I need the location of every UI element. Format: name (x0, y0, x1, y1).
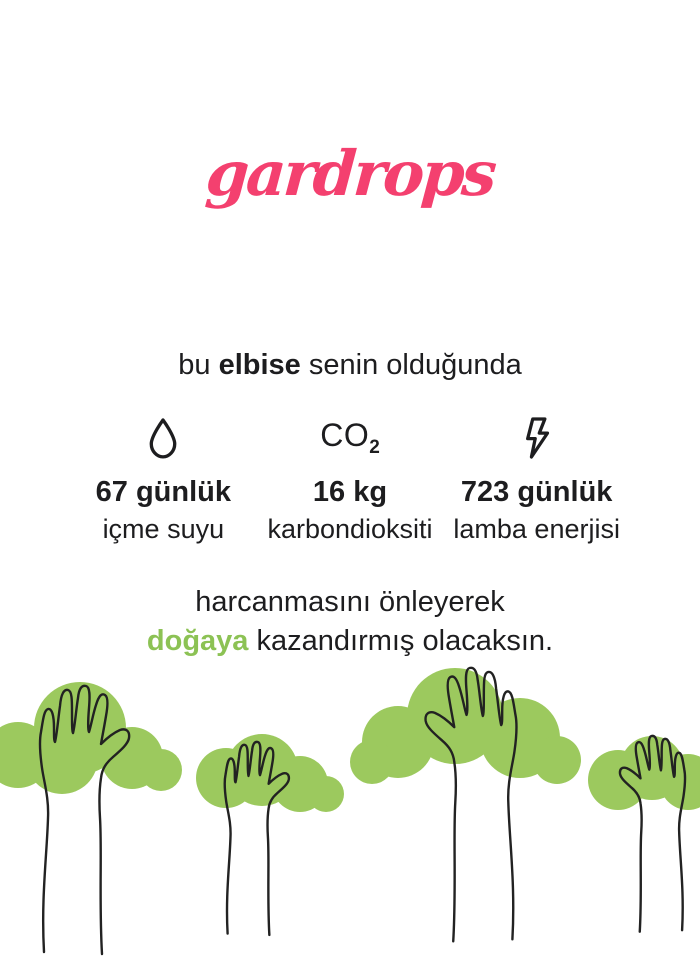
stat-co2 (257, 412, 444, 545)
co2-subscript: 2 (369, 437, 380, 458)
gardrops-logo (0, 128, 700, 218)
headline-highlight: elbise (218, 349, 301, 381)
headline-prefix: bu (178, 349, 219, 381)
hands-trees-illustration (0, 660, 700, 980)
co2-icon (320, 412, 380, 464)
stat-energy-label: lamba enerjisi (453, 514, 620, 544)
impact-stats (70, 412, 630, 545)
headline-suffix: senin olduğunda (300, 349, 522, 381)
stat-energy (443, 412, 630, 545)
message-line2 (0, 622, 700, 661)
stat-co2-label: karbondioksiti (267, 514, 433, 544)
stat-energy-value: 723 günlük (460, 476, 613, 508)
message-line2-rest: kazandırmış olacaksın. (248, 625, 554, 657)
message-highlight-dogaya: doğaya (146, 625, 249, 657)
stat-water-label: içme suyu (102, 514, 225, 544)
impact-message (0, 583, 700, 661)
stat-water (70, 412, 257, 545)
stat-water-value: 67 günlük (95, 476, 232, 508)
lightning-bolt-icon (519, 412, 555, 464)
water-drop-icon (144, 412, 182, 464)
headline (0, 347, 700, 383)
co2-text: CO (320, 417, 370, 453)
gardrops-logo-text: gardrops (203, 136, 497, 210)
tree-cloud-1 (0, 682, 182, 794)
stat-co2-value: 16 kg (312, 476, 388, 508)
message-line1: harcanmasını önleyerek (195, 586, 505, 618)
